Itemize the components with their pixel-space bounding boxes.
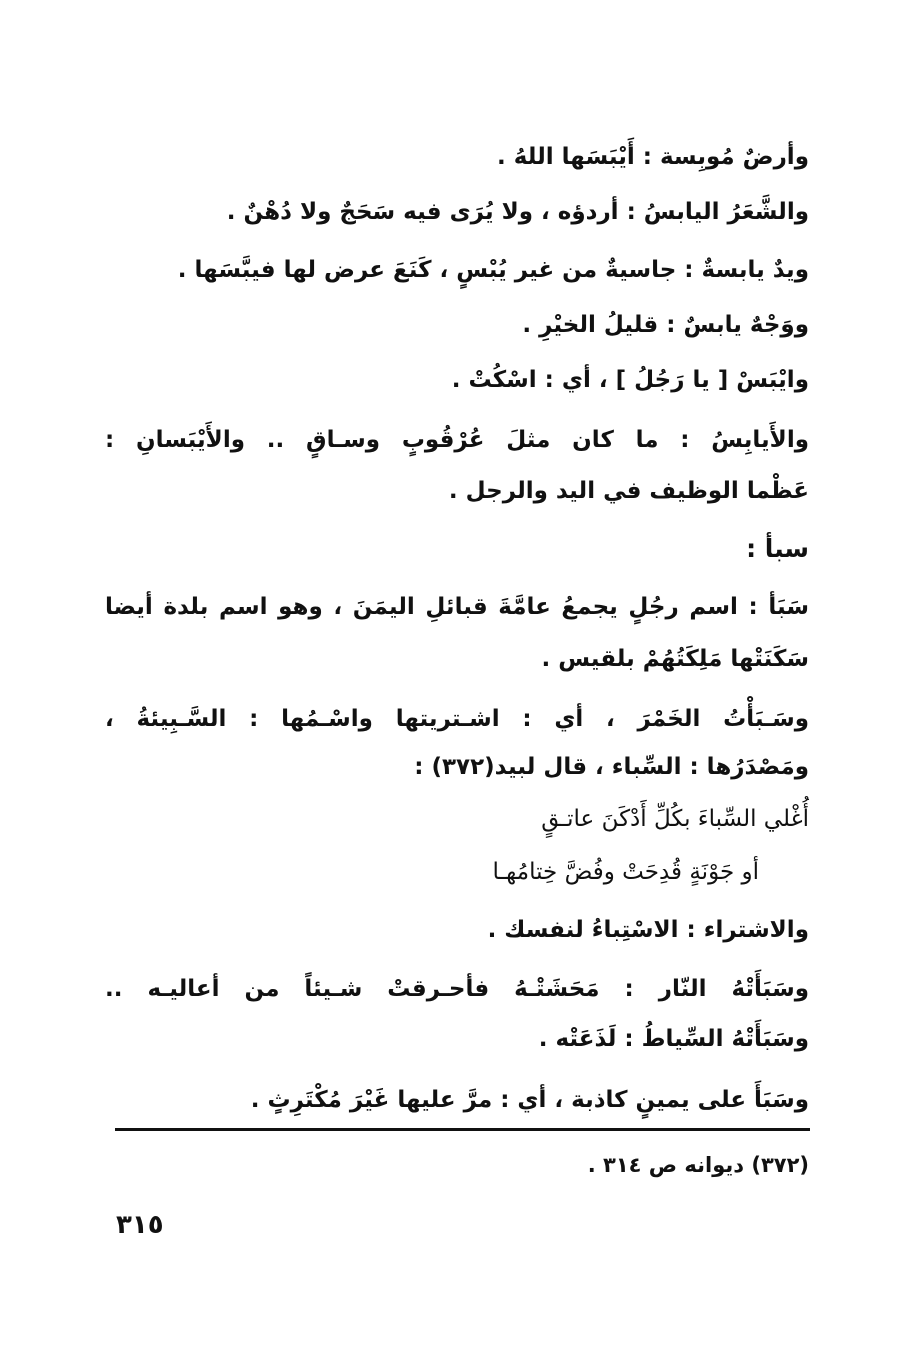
- text-line-13: وسَبَأَتْهُ النّار : مَحَشَتْـهُ فأحـرقتْ شـيئاً من أعاليـه ..: [105, 976, 809, 1002]
- footnote-divider: [115, 1128, 810, 1131]
- text-line-7: عَظْما الوظيف في اليد والرجل .: [448, 478, 809, 504]
- footnote: (٣٧٢) ديوانه ص ٣١٤ .: [587, 1153, 809, 1177]
- text-line-15: وسَبَأَ على يمينٍ كاذبة ، أي : مرَّ عليها غَيْرَ مُكْتَرِثٍ .: [250, 1087, 809, 1113]
- text-line-10: وسَـبَأْتُ الخَمْرَ ، أي : اشـتريتها واسْـمُها : السَّـبِيئةُ ،: [105, 706, 809, 732]
- text-line-12: والاشتراء : الاسْتِباءُ لنفسك .: [487, 917, 809, 943]
- text-line-6: والأَيابِسُ : ما كان مثلَ عُرْقُوبٍ وسـاقٍ .. والأَيْبَسانِ :: [105, 427, 809, 453]
- text-line-14: وسَبَأَتْهُ السِّياطُ : لَذَعَتْه .: [538, 1026, 809, 1052]
- text-line-4: ووَجْهٌ يابسٌ : قليلُ الخيْرِ .: [522, 312, 809, 338]
- text-line-8: سَبَأ : اسم رجُلٍ يجمعُ عامَّةَ قبائلِ اليمَنَ ، وهو اسم بلدة أيضا: [105, 594, 809, 620]
- text-line-3: ويدٌ يابسةٌ : جاسيةٌ من غير يُبْسٍ ، كَنَعَ عرض لها فيبَّسَها .: [177, 257, 809, 283]
- text-line-5: وايْبَسْ [ يا رَجُلُ ] ، أي : اسْكُتْ .: [451, 367, 809, 393]
- text-line-2: والشَّعَرُ اليابسُ : أردؤه ، ولا يُرَى فيه سَحَجٌ ولا دُهْنٌ .: [226, 199, 809, 225]
- poem-verse-1: أُغْلي السِّباءَ بكُلِّ أَدْكَنَ عاتـقٍ: [541, 806, 809, 832]
- text-line-9: سَكَنَتْها مَلِكَتُهُمْ بلقيس .: [541, 646, 809, 672]
- text-line-11: ومَصْدَرُها : السِّباء ، قال لبيد(٣٧٢) :: [414, 754, 809, 780]
- entry-heading: سبأ :: [746, 534, 809, 563]
- poem-verse-2: أو جَوْنَةٍ قُدِحَتْ وفُضَّ خِتامُهـا: [492, 859, 759, 885]
- text-line-1: وأرضٌ مُوبِسة : أَيْبَسَها اللهُ .: [497, 144, 809, 170]
- page-number: ٣١٥: [116, 1210, 164, 1240]
